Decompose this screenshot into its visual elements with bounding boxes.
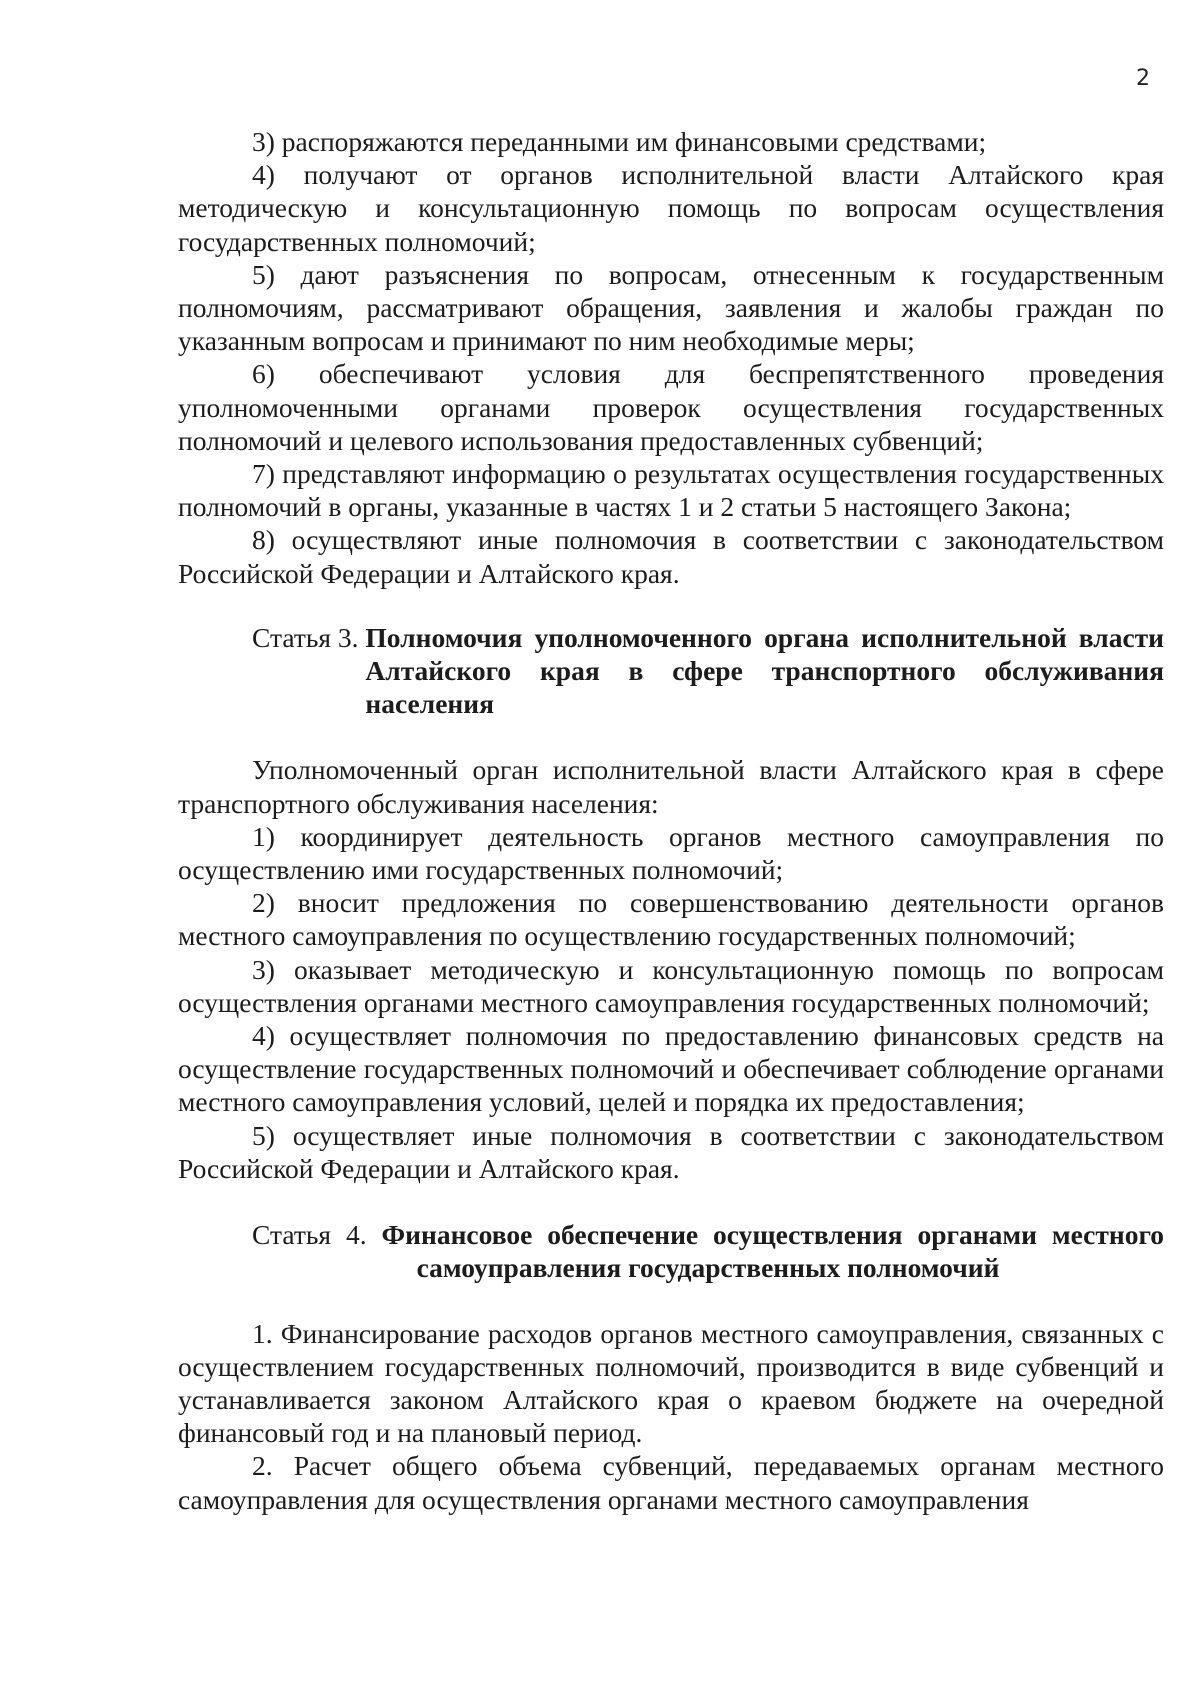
list-item: 7) представляют информацию о результатах осуществления государственных полномочий в органы, указанные в частях 1 и 2 статьи 5 настоящего Закона; <box>178 458 1164 523</box>
list-item: 5) осуществляет иные полномочия в соответствии с законодательством Российской Федерации и Алтайского края. <box>178 1119 1164 1184</box>
article-3-heading <box>252 621 1164 721</box>
article-3-title: Полномочия уполномоченного органа исполнительной власти Алтайского края в сфере транспортного обслуживания населения <box>365 621 1164 720</box>
list-item: 8) осуществляют иные полномочия в соответствии с законодательством Российской Федерации и Алтайского края. <box>178 524 1164 589</box>
list-item: 2) вносит предложения по совершенствованию деятельности органов местного самоуправления по осуществлению государственных полномочий; <box>178 887 1164 952</box>
list-item: 1. Финансирование расходов органов местного самоуправления, связанных с осуществлением государственных полномочий, производится в виде субвенций и устанавливается законом Алтайского края о краевом бюджете на очередной финансовый год и на плановый период. <box>178 1317 1164 1449</box>
article-4-heading <box>252 1218 1164 1284</box>
article-3-intro: Уполномоченный орган исполнительной власти Алтайского края в сфере транспортного обслуживания населения: <box>178 754 1164 819</box>
list-item: 5) дают разъяснения по вопросам, отнесенным к государственным полномочиям, рассматривают обращения, заявления и жалобы граждан по указанным вопросам и принимают по ним необходимые меры; <box>178 258 1164 357</box>
list-item: 4) осуществляет полномочия по предоставлению финансовых средств на осуществление государственных полномочий и обеспечивает соблюдение органами местного самоуправления условий, целей и порядка их предоставления; <box>178 1020 1164 1118</box>
list-item: 6) обеспечивают условия для беспрепятственного проведения уполномоченными органами проверок осуществления государственных полномочий и целевого использования предоставленных субвенций; <box>178 358 1164 456</box>
page-number: 2 <box>1136 66 1150 91</box>
list-item: 1) координирует деятельность органов местного самоуправления по осуществлению ими государственных полномочий; <box>178 820 1164 886</box>
article-3-prefix: Статья 3. <box>252 621 366 653</box>
list-item: 4) получают от органов исполнительной власти Алтайского края методическую и консультационную помощь по вопросам осуществления государственных полномочий; <box>178 159 1164 257</box>
article-4-title: Финансовое обеспечение осуществления органами местного самоуправления государственных полномочий <box>381 1219 1164 1284</box>
list-item: 2. Расчет общего объема субвенций, передаваемых органам местного самоуправления для осуществления органами местного самоуправления <box>178 1450 1164 1515</box>
document-body <box>178 125 1164 1516</box>
list-item: 3) оказывает методическую и консультационную помощь по вопросам осуществления органами местного самоуправления государственных полномочий; <box>178 953 1164 1018</box>
list-item: 3) распоряжаются переданными им финансовыми средствами; <box>252 126 987 157</box>
article-4-prefix: Статья 4. <box>252 1219 382 1251</box>
